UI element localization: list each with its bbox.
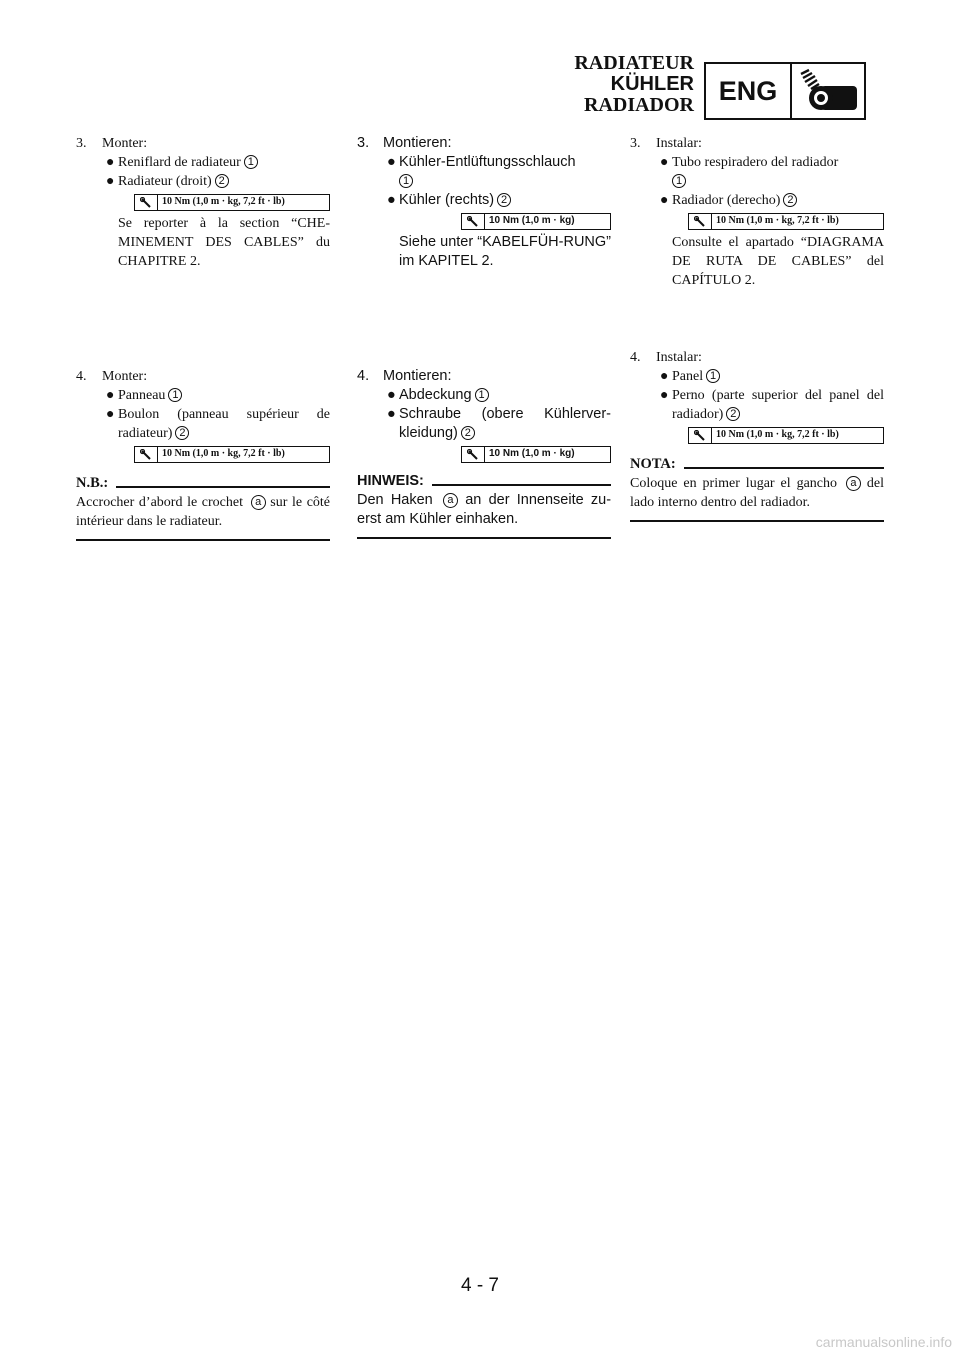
step-3-heading: 3. Montieren: xyxy=(357,135,452,151)
header-title-fr: RADIATEUR xyxy=(574,52,694,74)
reference-a-icon: a xyxy=(443,493,458,508)
step-4-heading: 4. Monter: xyxy=(76,369,148,384)
torque-spec: 10 Nm (1,0 m · kg) xyxy=(461,446,611,463)
list-item: ● Boulon (panneau supérieur de radiateur) 2 xyxy=(106,407,330,441)
bullet-icon: ● xyxy=(106,407,115,422)
torque-spec: 10 Nm (1,0 m · kg, 7,2 ft · lb) xyxy=(688,213,884,230)
header-title-de: KÜHLER xyxy=(610,73,694,95)
reference-1-icon: 1 xyxy=(168,388,182,402)
note-box xyxy=(630,455,884,522)
reference-2-icon: 2 xyxy=(215,174,229,188)
bullet-icon: ● xyxy=(106,388,115,403)
reference-2-icon: 2 xyxy=(461,426,475,440)
reference-note: Siehe unter “KABELFÜH-RUNG” im KAPITEL 2. xyxy=(399,234,611,269)
step-3-heading: 3. Instalar: xyxy=(630,136,702,151)
torque-spec: 10 Nm (1,0 m · kg, 7,2 ft · lb) xyxy=(134,446,330,463)
page-number: 4 - 7 xyxy=(460,1275,500,1296)
reference-a-icon: a xyxy=(846,476,861,491)
list-item: ● Schraube (obere Kühlerver-kleidung) 2 xyxy=(387,406,611,441)
step-4-heading: 4. Montieren: xyxy=(357,368,452,384)
list-item: ● Radiateur (droit) 2 xyxy=(76,172,330,191)
bullet-icon: ● xyxy=(387,192,396,208)
list-item: ● Tubo respiradero del radiador 1 xyxy=(630,153,884,191)
bullet-icon: ● xyxy=(660,155,669,170)
reference-1-icon: 1 xyxy=(475,388,489,402)
bullet-icon: ● xyxy=(387,406,396,422)
note-body: Coloque en primer lugar el gancho a del lado interno dentro del radiador. xyxy=(630,474,884,522)
bullet-icon: ● xyxy=(387,154,396,170)
bullet-icon: ● xyxy=(106,174,115,189)
torque-spec: 10 Nm (1,0 m · kg, 7,2 ft · lb) xyxy=(134,194,330,211)
list-item: ● Kühler-Entlüftungsschlauch 1 xyxy=(357,153,611,191)
bullet-icon: ● xyxy=(106,155,115,170)
step-4-heading: 4. Instalar: xyxy=(630,350,702,365)
wrench-icon xyxy=(135,195,158,210)
bullet-icon: ● xyxy=(660,388,669,403)
reference-1-icon: 1 xyxy=(399,174,413,188)
wrench-icon xyxy=(462,214,485,229)
column-french xyxy=(76,134,330,541)
note-box xyxy=(357,472,611,539)
reference-1-icon: 1 xyxy=(706,369,720,383)
reference-note: Se reporter à la section “CHE-MINEMENT DES CABLES” du CHAPITRE 2. xyxy=(118,216,330,269)
list-item: ● Abdeckung 1 xyxy=(357,386,611,405)
reference-2-icon: 2 xyxy=(497,193,511,207)
step-3-heading: 3. Monter: xyxy=(76,136,148,151)
reference-note: Consulte el apartado “DIAGRAMA DE RUTA DE CABLES” del CAPÍTULO 2. xyxy=(672,235,884,288)
bullet-icon: ● xyxy=(660,193,669,208)
list-item: ● Reniflard de radiateur 1 xyxy=(76,153,330,172)
watermark: carmanualsonline.info xyxy=(815,1334,952,1350)
bullet-icon: ● xyxy=(387,387,396,403)
reference-a-icon: a xyxy=(251,495,266,510)
note-body: Accrocher d’abord le crochet a sur le côté intérieur dans le radiateur. xyxy=(76,493,330,541)
eng-label: ENG xyxy=(706,64,792,118)
eng-badge xyxy=(704,62,866,120)
note-heading: N.B.: xyxy=(76,475,109,491)
column-german xyxy=(357,134,611,539)
wrench-icon xyxy=(462,447,485,462)
bullet-icon: ● xyxy=(660,369,669,384)
column-spanish xyxy=(630,134,884,522)
wrench-icon xyxy=(689,214,712,229)
engine-section-icon xyxy=(792,64,864,118)
note-heading: NOTA: xyxy=(630,456,676,472)
reference-1-icon: 1 xyxy=(672,174,686,188)
header-title-es: RADIADOR xyxy=(584,94,694,116)
torque-spec: 10 Nm (1,0 m · kg) xyxy=(461,213,611,230)
reference-2-icon: 2 xyxy=(175,426,189,440)
reference-1-icon: 1 xyxy=(244,155,258,169)
list-item: ● Panneau 1 xyxy=(76,386,330,405)
list-item: ● Panel 1 xyxy=(630,367,884,386)
wrench-icon xyxy=(689,428,712,443)
wrench-icon xyxy=(135,447,158,462)
reference-2-icon: 2 xyxy=(726,407,740,421)
note-heading: HINWEIS: xyxy=(357,473,424,489)
torque-spec: 10 Nm (1,0 m · kg, 7,2 ft · lb) xyxy=(688,427,884,444)
reference-2-icon: 2 xyxy=(783,193,797,207)
list-item: ● Kühler (rechts) 2 xyxy=(357,191,611,210)
list-item: ● Perno (parte superior del panel del radiador) 2 xyxy=(660,388,884,422)
list-item: ● Radiador (derecho) 2 xyxy=(630,191,884,210)
note-body: Den Haken a an der Innenseite zu-erst am Kühler einhaken. xyxy=(357,491,611,539)
note-box xyxy=(76,474,330,541)
